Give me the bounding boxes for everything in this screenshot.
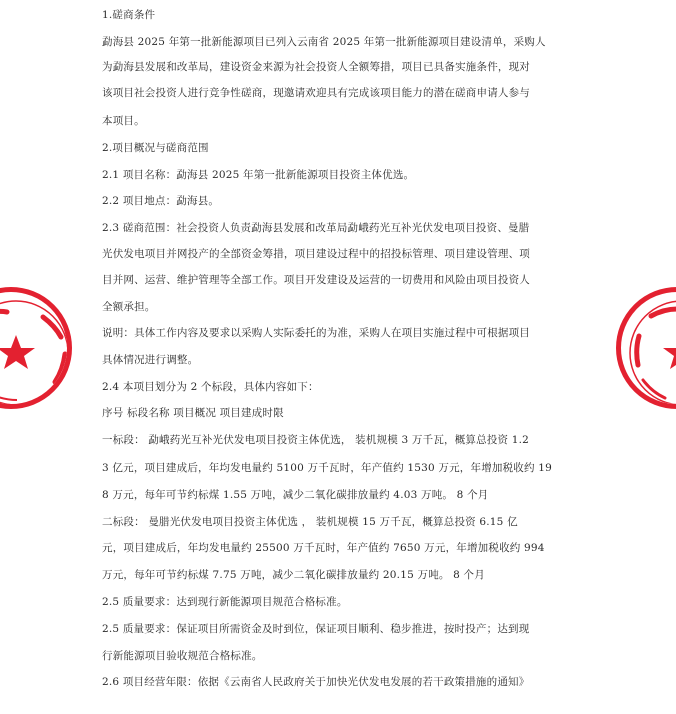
company-seal-left: [0, 287, 72, 409]
paragraph-line: 2.5 质量要求：达到现行新能源项目规范合格标准。: [102, 596, 348, 608]
paragraph-line: 具体情况进行调整。: [102, 354, 199, 366]
paragraph-line: 全额承担。: [102, 301, 156, 313]
paragraph-line: 该项目社会投资人进行竞争性磋商，现邀请欢迎具有完成该项目能力的潜在磋商申请人参与: [102, 87, 530, 99]
paragraph-line: 2.4 本项目划分为 2 个标段，具体内容如下：: [102, 381, 319, 393]
paragraph-line: 为勐海县发展和改革局，建设资金来源为社会投资人全额筹措，项目已具备实施条件，现对: [102, 61, 530, 73]
paragraph-line: 本项目。: [102, 115, 145, 127]
paragraph-line: 2.5 质量要求：保证项目所需资金及时到位，保证项目顺利、稳步推进，按时投产；达到现: [102, 623, 530, 635]
paragraph-line: 2.2 项目地点：勐海县。: [102, 195, 220, 207]
paragraph-line: 行新能源项目验收规范合格标准。: [102, 650, 263, 662]
paragraph-line: 勐海县 2025 年第一批新能源项目已列入云南省 2025 年第一批新能源项目建设清单，采购人: [102, 36, 546, 48]
section-heading-overview: 2.项目概况与磋商范围: [102, 142, 209, 154]
paragraph-line: 目并网、运营、维护管理等全部工作。项目开发建设及运营的一切费用和风险由项目投资人: [102, 274, 530, 286]
paragraph-line: 说明：具体工作内容及要求以采购人实际委托的为准，采购人在项目实施过程中可根据项目: [102, 327, 530, 339]
lot-two-line: 元，项目建成后，年均发电量约 25500 万千瓦时，年产值约 7650 万元，年增加税收约 994: [102, 542, 545, 554]
lot-one-line: 3 亿元，项目建成后，年均发电量约 5100 万千瓦时，年产值约 1530 万元，年增加税收约 19: [102, 462, 553, 474]
lot-one-line: 8 万元，每年可节约标煤 1.55 万吨，减少二氧化碳排放量约 4.03 万吨。 8 个月: [102, 489, 489, 501]
paragraph-line: 2.3 磋商范围：社会投资人负责勐海县发展和改革局勐峨药光互补光伏发电项目投资、曼腊: [102, 222, 530, 234]
table-header-line: 序号 标段名称 项目概况 项目建成时限: [102, 407, 284, 419]
lot-one-line: 一标段： 勐峨药光互补光伏发电项目投资主体优选， 装机规模 3 万千瓦，概算总投资 1.2: [102, 434, 530, 446]
seal-star-icon: [0, 335, 35, 369]
lot-two-line: 万元，每年可节约标煤 7.75 万吨，减少二氧化碳排放量约 20.15 万吨。 8 个月: [102, 569, 485, 581]
seal-star-icon: [663, 335, 676, 369]
section-heading-negotiation-conditions: 1.磋商条件: [102, 9, 156, 21]
paragraph-line: 2.6 项目经营年限：依据《云南省人民政府关于加快光伏发电发展的若干政策措施的通知》: [102, 676, 530, 688]
paragraph-line: 光伏发电项目并网投产的全部资金筹措，项目建设过程中的招投标管理、项目建设管理、项: [102, 248, 530, 260]
company-seal-right: [616, 287, 676, 409]
paragraph-line: 2.1 项目名称：勐海县 2025 年第一批新能源项目投资主体优选。: [102, 169, 415, 181]
lot-two-line: 二标段： 曼腊光伏发电项目投资主体优选 ， 装机规模 15 万千瓦，概算总投资 6.15 亿: [102, 516, 518, 528]
